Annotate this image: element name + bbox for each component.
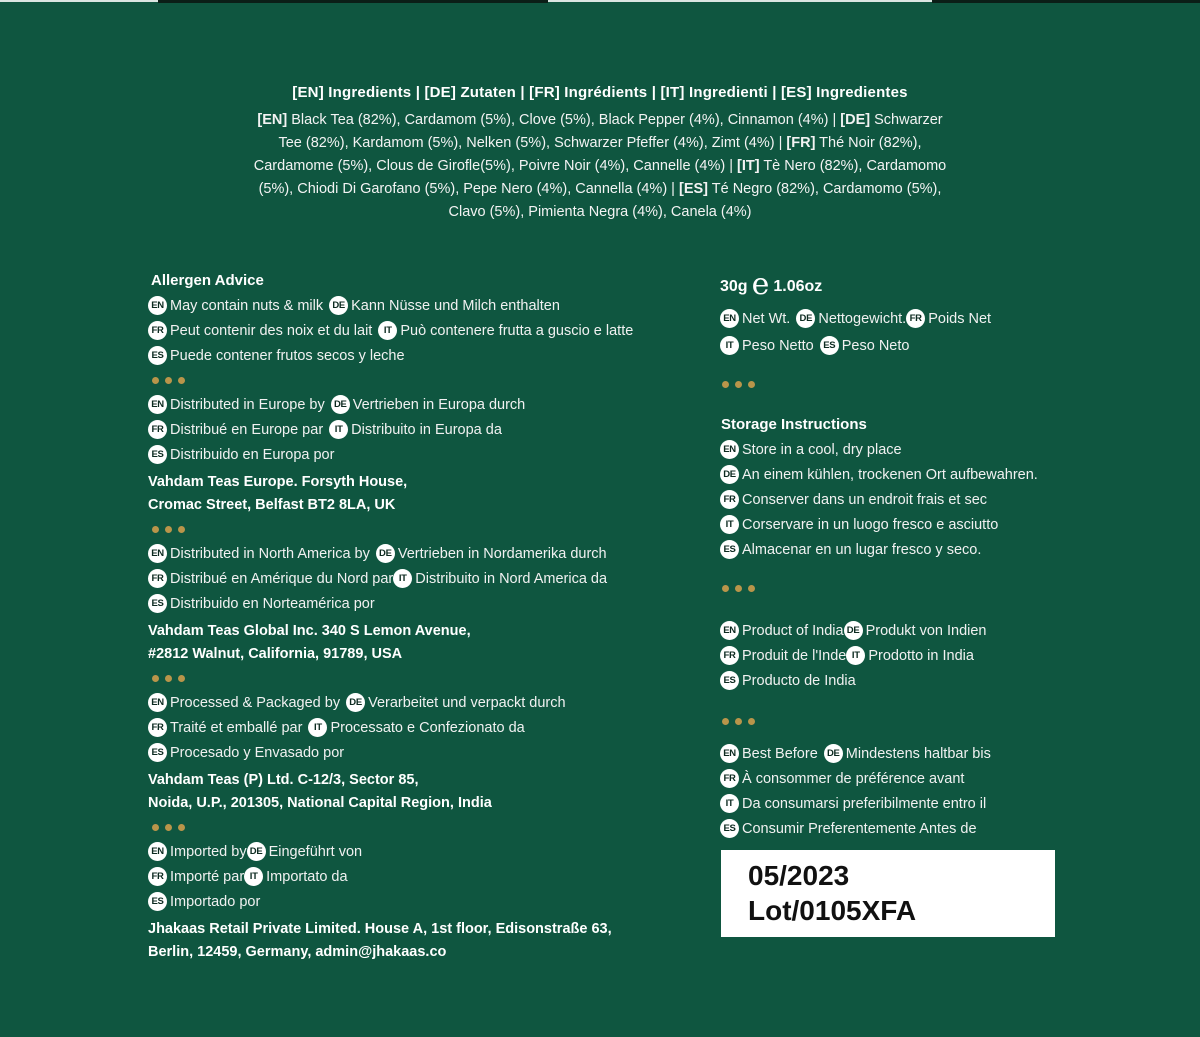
storage-line-fr [720, 487, 1120, 512]
it-badge-icon: IT [720, 336, 739, 355]
lot-box [721, 850, 1055, 937]
namerica-it: Distribuito in Nord America da [415, 570, 608, 587]
namerica-en: Distributed in North America by [170, 545, 370, 562]
it-badge-icon: IT [720, 794, 739, 813]
origin-line-1 [720, 618, 1120, 643]
ingredients-code-de: [DE] [840, 112, 871, 128]
it-badge-icon: IT [244, 867, 263, 886]
dot [152, 377, 159, 384]
weight-de: Nettogewicht. [818, 310, 907, 327]
ingredients-code-es: [ES] [678, 181, 708, 197]
ingredients-list [250, 109, 950, 224]
bestbefore-en: Best Before [742, 745, 818, 762]
weight-ounces: 1.06oz [773, 278, 823, 295]
imported-address [148, 918, 668, 964]
en-badge-icon: EN [720, 309, 739, 328]
it-badge-icon: IT [393, 569, 412, 588]
weight-line-1 [720, 306, 1120, 331]
ingredients-text-fr: Thé Noir (82%), Cardamome (5%), Clous de Girofle(5%), Poivre Noir (4%), Cannelle (4%) | [253, 135, 922, 174]
origin-es: Producto de India [742, 672, 856, 689]
imported-it: Importato da [266, 868, 348, 885]
europe-line-2 [148, 417, 668, 442]
ingredients-text-it: Tè Nero (82%), Cardamomo (5%), Chiodi Di Garofano (5%), Pepe Nero (4%), Cannella (4%) | [258, 158, 947, 197]
separator-dots [152, 372, 668, 388]
de-badge-icon: DE [376, 544, 395, 563]
dot [152, 675, 159, 682]
en-badge-icon: EN [148, 842, 167, 861]
storage-it: Corservare in un luogo fresco e asciutto [742, 516, 999, 533]
origin-en: Product of India [742, 622, 844, 639]
allergen-line-2 [148, 318, 668, 343]
weight-line-2 [720, 333, 1120, 358]
storage-line-it [720, 512, 1120, 537]
de-badge-icon: DE [331, 395, 350, 414]
ingredients-code-en: [EN] [257, 112, 288, 128]
ingredients-section [250, 84, 950, 224]
dot [152, 526, 159, 533]
allergen-line-3 [148, 343, 668, 368]
fr-badge-icon: FR [720, 490, 739, 509]
dot [165, 526, 172, 533]
storage-title: Storage Instructions [721, 416, 867, 433]
es-badge-icon: ES [148, 892, 167, 911]
weight-it: Peso Netto [742, 337, 814, 354]
storage-line-es [720, 537, 1120, 562]
namerica-address-line-1: Vahdam Teas Global Inc. 340 S Lemon Avenue, [148, 623, 471, 639]
de-badge-icon: DE [346, 693, 365, 712]
namerica-line-1 [148, 541, 668, 566]
namerica-address-line-2: #2812 Walnut, California, 91789, USA [148, 646, 403, 662]
e-mark-icon: e [751, 267, 770, 302]
lot-date: 05/2023 [748, 860, 850, 891]
de-badge-icon: DE [844, 621, 863, 640]
europe-fr: Distribué en Europe par [170, 421, 324, 438]
storage-line-de [720, 462, 1120, 487]
allergen-fr: Peut contenir des noix et du lait [170, 322, 373, 339]
storage-en: Store in a cool, dry place [742, 441, 902, 458]
es-badge-icon: ES [720, 671, 739, 690]
top-edge-dark-right [932, 0, 1200, 3]
allergen-de: Kann Nüsse und Milch enthalten [351, 297, 560, 314]
dot [748, 585, 755, 592]
de-badge-icon: DE [796, 309, 815, 328]
es-badge-icon: ES [148, 346, 167, 365]
right-column [720, 267, 1120, 841]
processed-it: Processato e Confezionato da [330, 719, 525, 736]
dot [165, 377, 172, 384]
fr-badge-icon: FR [148, 569, 167, 588]
weight-es: Peso Neto [841, 337, 910, 354]
separator-dots [722, 580, 1120, 596]
es-badge-icon: ES [148, 445, 167, 464]
origin-it: Prodotto in India [868, 647, 974, 664]
fr-badge-icon: FR [906, 309, 925, 328]
dot [748, 718, 755, 725]
europe-en: Distributed in Europe by [170, 396, 325, 413]
es-badge-icon: ES [148, 594, 167, 613]
it-badge-icon: IT [329, 420, 348, 439]
weight-grams: 30g [720, 278, 748, 295]
europe-es: Distribuido en Europa por [170, 446, 335, 463]
europe-line-1 [148, 392, 668, 417]
bestbefore-es: Consumir Preferentemente Antes de [742, 820, 977, 837]
en-badge-icon: EN [148, 544, 167, 563]
allergen-it: Può contenere frutta a guscio e latte [400, 322, 634, 339]
dot [178, 675, 185, 682]
de-badge-icon: DE [329, 296, 348, 315]
imported-es: Importado por [170, 893, 261, 910]
separator-dots [152, 819, 668, 835]
de-badge-icon: DE [247, 842, 266, 861]
dot [178, 526, 185, 533]
en-badge-icon: EN [720, 621, 739, 640]
europe-de: Vertrieben in Europa durch [352, 396, 526, 413]
dot [152, 824, 159, 831]
processed-de: Verarbeitet und verpackt durch [368, 694, 566, 711]
allergen-en: May contain nuts & milk [170, 297, 324, 314]
storage-line-en [720, 437, 1120, 462]
processed-fr: Traité et emballé par [170, 719, 303, 736]
ingredients-heading: [EN] Ingredients | [DE] Zutaten | [FR] Ingrédients | [IT] Ingredienti | [ES] Ingredientes [292, 84, 908, 101]
imported-address-line-2: Berlin, 12459, Germany, admin@jhakaas.co [148, 944, 447, 960]
dot [735, 585, 742, 592]
bestbefore-line-fr [720, 766, 1120, 791]
europe-line-3 [148, 442, 668, 467]
imported-de: Eingeführt von [268, 843, 363, 860]
de-badge-icon: DE [720, 465, 739, 484]
separator-dots [722, 713, 1120, 729]
allergen-title: Allergen Advice [151, 272, 264, 289]
fr-badge-icon: FR [148, 718, 167, 737]
fr-badge-icon: FR [720, 769, 739, 788]
imported-address-line-1: Jhakaas Retail Private Limited. House A, 1st floor, Edisonstraße 63, [148, 921, 612, 937]
it-badge-icon: IT [378, 321, 397, 340]
dot [735, 381, 742, 388]
dot [748, 381, 755, 388]
weight-fr: Poids Net [928, 310, 992, 327]
processed-address-line-2: Noida, U.P., 201305, National Capital Region, India [148, 795, 492, 811]
dot [178, 377, 185, 384]
separator-dots [152, 670, 668, 686]
ingredients-text-es: Té Negro (82%), Cardamomo (5%), Clavo (5%), Pimienta Negra (4%), Canela (4%) [448, 181, 942, 220]
en-badge-icon: EN [148, 296, 167, 315]
fr-badge-icon: FR [720, 646, 739, 665]
de-badge-icon: DE [824, 744, 843, 763]
namerica-line-2 [148, 566, 668, 591]
namerica-es: Distribuido en Norteamérica por [170, 595, 375, 612]
bestbefore-line-it [720, 791, 1120, 816]
dot [722, 381, 729, 388]
dot [735, 718, 742, 725]
net-weight-heading [720, 267, 1120, 302]
europe-address-line-1: Vahdam Teas Europe. Forsyth House, [148, 474, 408, 490]
imported-line-3 [148, 889, 668, 914]
dot [722, 718, 729, 725]
europe-it: Distribuito in Europa da [351, 421, 502, 438]
it-badge-icon: IT [720, 515, 739, 534]
ingredients-code-it: [IT] [737, 158, 760, 174]
separator-dots [722, 376, 1120, 392]
origin-de: Produkt von Indien [865, 622, 987, 639]
processed-en: Processed & Packaged by [170, 694, 341, 711]
origin-line-2 [720, 643, 1120, 668]
processed-line-3 [148, 740, 668, 765]
en-badge-icon: EN [720, 440, 739, 459]
allergen-es: Puede contener frutos secos y leche [170, 347, 405, 364]
top-edge-dark-left [158, 0, 548, 3]
en-badge-icon: EN [720, 744, 739, 763]
left-column [148, 272, 668, 966]
it-badge-icon: IT [846, 646, 865, 665]
en-badge-icon: EN [148, 395, 167, 414]
fr-badge-icon: FR [148, 420, 167, 439]
ingredients-code-fr: [FR] [786, 135, 816, 151]
bestbefore-it: Da consumarsi preferibilmente entro il [742, 795, 987, 812]
namerica-de: Vertrieben in Nordamerika durch [397, 545, 607, 562]
allergen-line-1 [148, 293, 668, 318]
europe-address [148, 471, 668, 517]
processed-line-2 [148, 715, 668, 740]
ingredients-text-de: Schwarzer Tee (82%), Kardamom (5%), Nelken (5%), Schwarzer Pfeffer (4%), Zimt (4%) | [278, 112, 943, 151]
storage-fr: Conserver dans un endroit frais et sec [742, 491, 988, 508]
es-badge-icon: ES [720, 819, 739, 838]
imported-en: Imported by [170, 843, 247, 860]
processed-es: Procesado y Envasado por [170, 744, 345, 761]
origin-fr: Produit de l'Inde [742, 647, 847, 664]
ingredients-text-en: Black Tea (82%), Cardamom (5%), Clove (5%), Black Pepper (4%), Cinnamon (4%) | [287, 112, 841, 128]
dot [722, 585, 729, 592]
es-badge-icon: ES [820, 336, 839, 355]
lot-number: Lot/0105XFA [748, 895, 917, 926]
processed-address [148, 769, 668, 815]
bestbefore-line-1 [720, 741, 1120, 766]
it-badge-icon: IT [308, 718, 327, 737]
es-badge-icon: ES [720, 540, 739, 559]
fr-badge-icon: FR [148, 867, 167, 886]
storage-de: An einem kühlen, trockenen Ort aufbewahren. [742, 466, 1038, 483]
bestbefore-line-es [720, 816, 1120, 841]
weight-en: Net Wt. [742, 310, 791, 327]
processed-line-1 [148, 690, 668, 715]
europe-address-line-2: Cromac Street, Belfast BT2 8LA, UK [148, 497, 396, 513]
dot [165, 824, 172, 831]
bestbefore-de: Mindestens haltbar bis [845, 745, 991, 762]
imported-fr: Importé par [170, 868, 245, 885]
imported-line-1 [148, 839, 668, 864]
namerica-line-3 [148, 591, 668, 616]
fr-badge-icon: FR [148, 321, 167, 340]
imported-line-2 [148, 864, 668, 889]
separator-dots [152, 521, 668, 537]
namerica-address [148, 620, 668, 666]
es-badge-icon: ES [148, 743, 167, 762]
bestbefore-fr: À consommer de préférence avant [742, 770, 965, 787]
storage-es: Almacenar en un lugar fresco y seco. [742, 541, 982, 558]
namerica-fr: Distribué en Amérique du Nord par [170, 570, 394, 587]
origin-line-3 [720, 668, 1120, 693]
processed-address-line-1: Vahdam Teas (P) Ltd. C-12/3, Sector 85, [148, 772, 419, 788]
dot [178, 824, 185, 831]
dot [165, 675, 172, 682]
en-badge-icon: EN [148, 693, 167, 712]
